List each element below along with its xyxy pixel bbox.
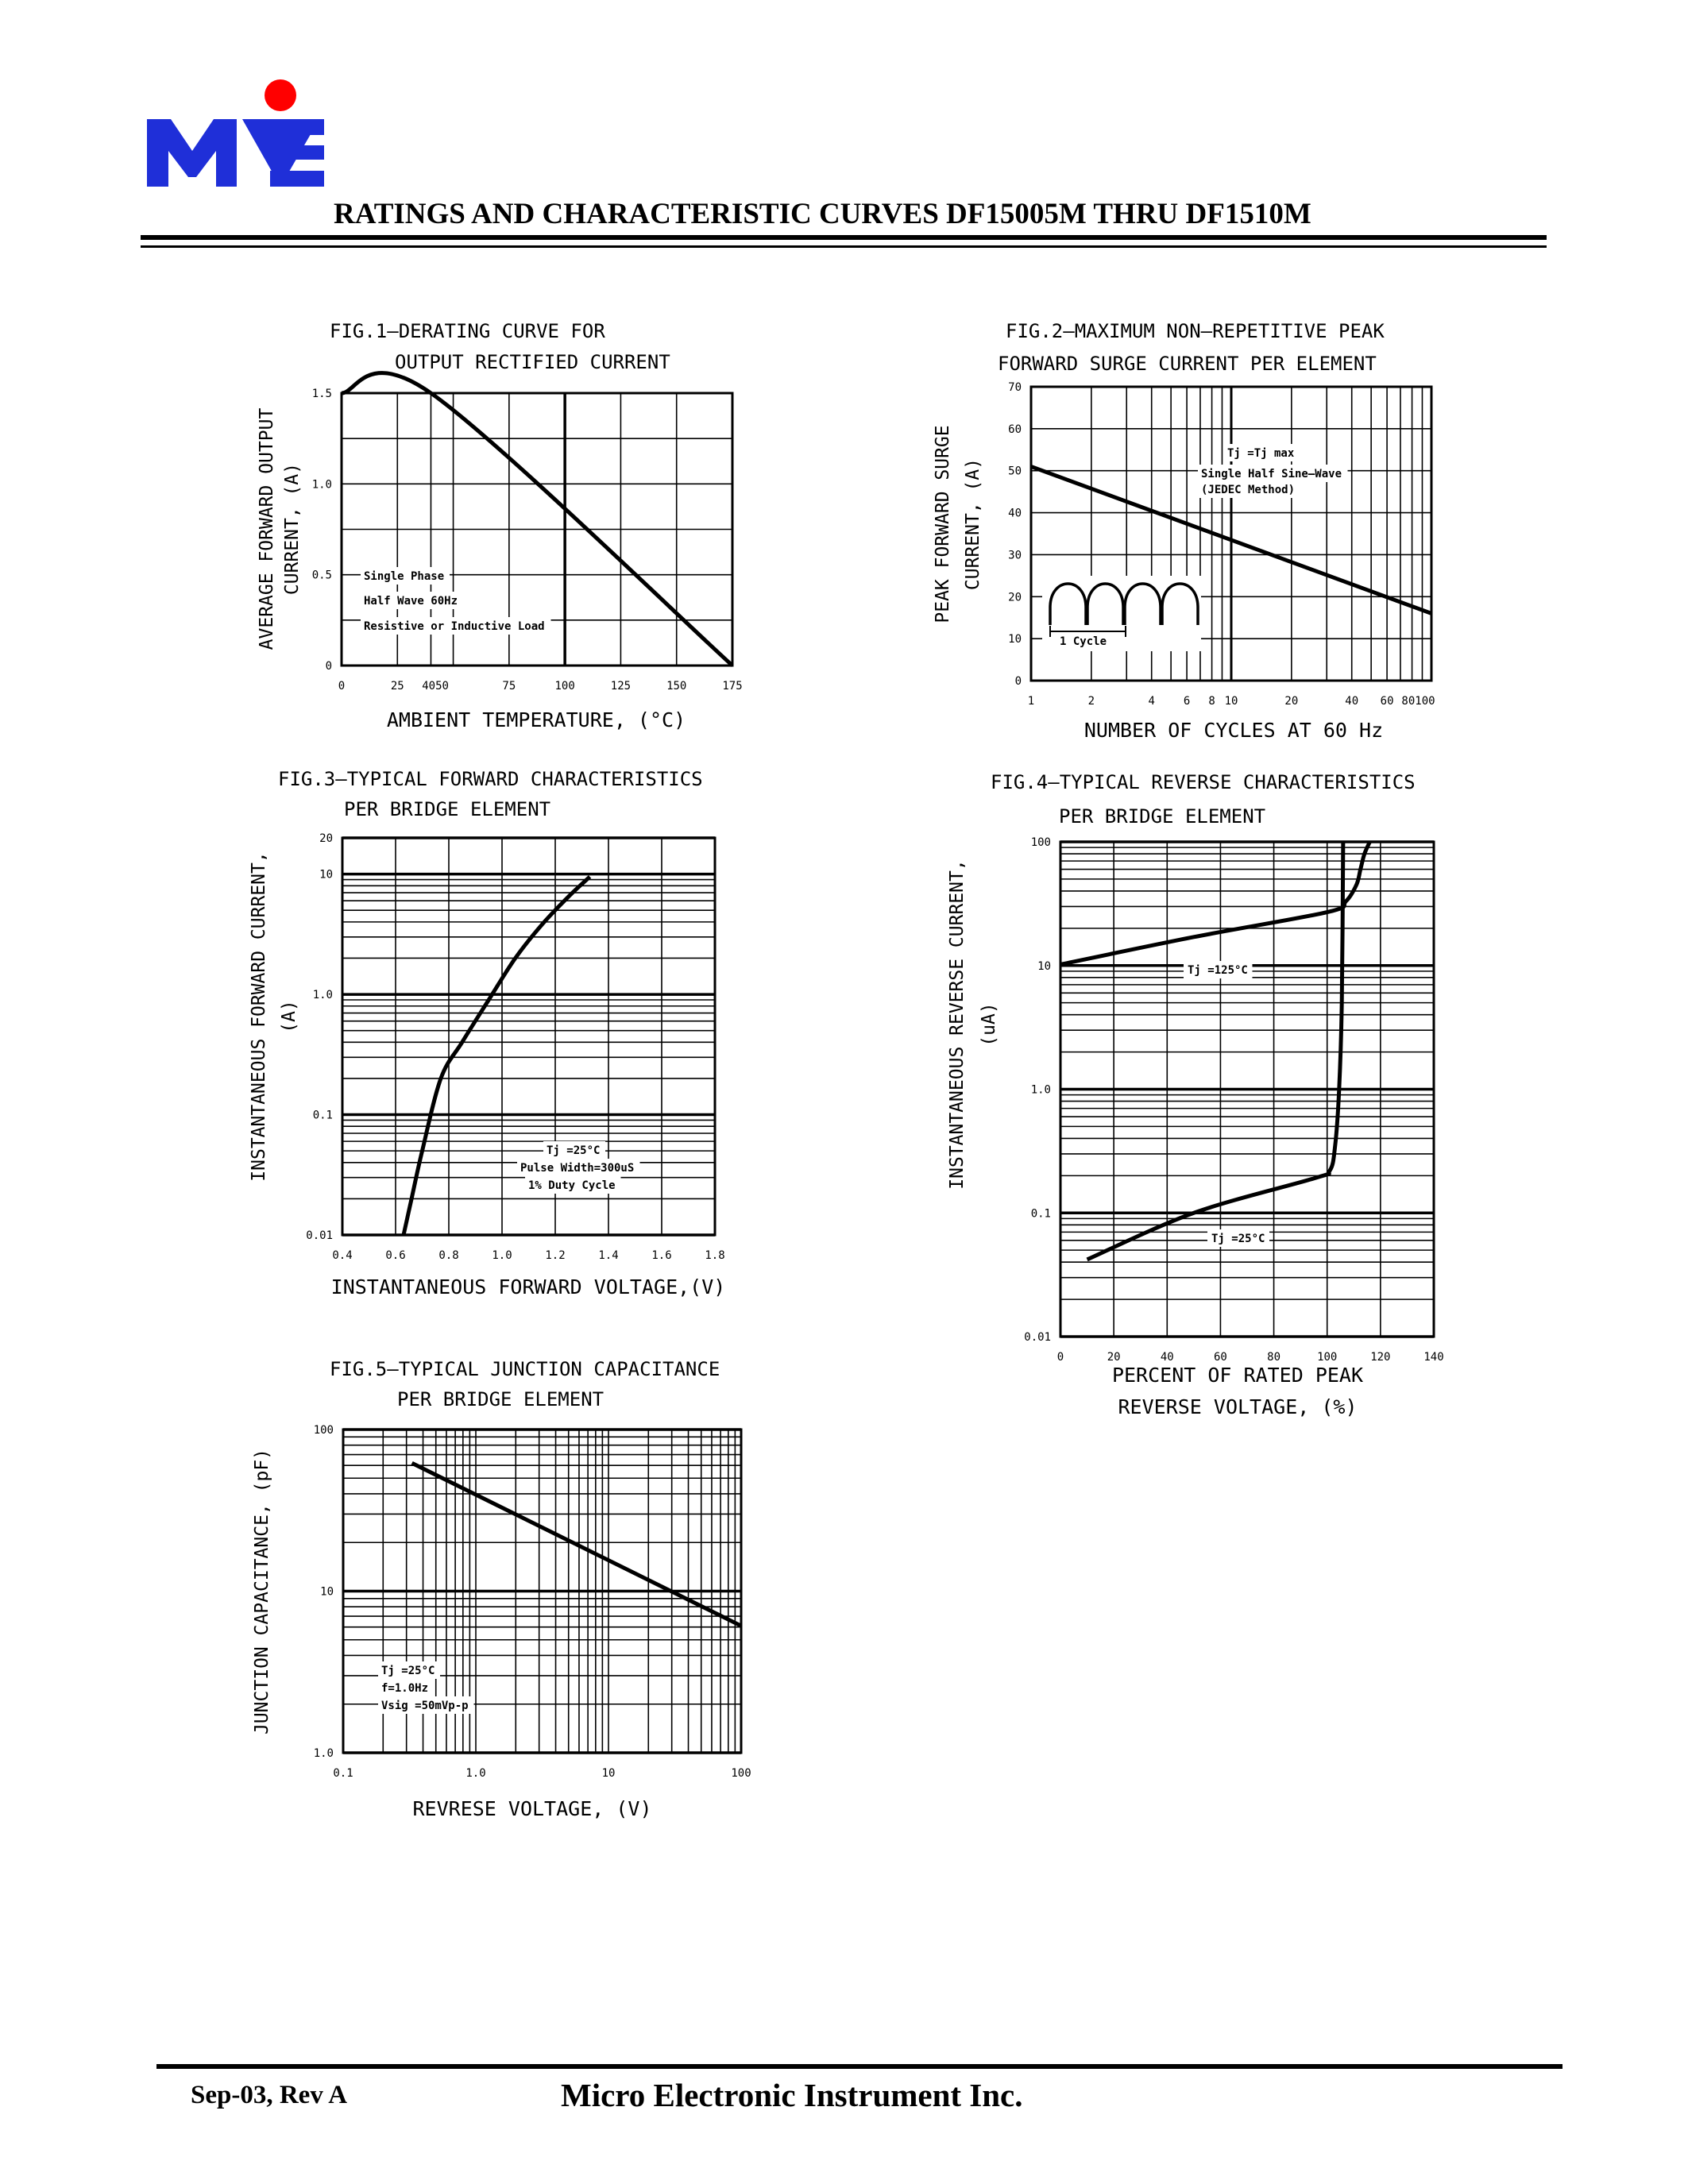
footer-company: Micro Electronic Instrument Inc. — [561, 2077, 1023, 2113]
x-tick-label: 8 — [1208, 695, 1215, 708]
series-label: Tj =25°C — [1211, 1233, 1265, 1245]
x-tick-label: 120 — [1370, 1351, 1391, 1364]
y-tick-label: 20 — [319, 832, 333, 845]
annotation-text: Single Half Sine—Wave — [1201, 468, 1342, 480]
chart-title: FIG.2—MAXIMUM NON—REPETITIVE PEAK — [1006, 320, 1385, 342]
x-tick-label: 100 — [1317, 1351, 1338, 1364]
y-tick-label: 1.0 — [312, 989, 333, 1002]
y-axis-label: (uA) — [979, 1002, 999, 1047]
y-axis-label: AVERAGE FORWARD OUTPUT — [257, 407, 277, 650]
y-axis-label: INSTANTANEOUS FORWARD CURRENT, — [249, 851, 269, 1182]
y-tick-label: 0 — [325, 660, 332, 673]
x-axis-label: AMBIENT TEMPERATURE, (°C) — [386, 708, 686, 731]
x-tick-label: 0.1 — [333, 1767, 353, 1780]
series-line — [1087, 842, 1343, 1260]
footer-rule — [156, 2064, 1562, 2069]
fig4-chart — [947, 771, 1444, 1418]
y-tick-label: 70 — [1008, 381, 1022, 394]
y-tick-label: 50 — [1008, 465, 1022, 478]
annotation-text: f=1.0Hz — [381, 1682, 429, 1695]
y-axis-label: CURRENT, (A) — [282, 462, 303, 596]
x-tick-label: 4 — [1148, 695, 1155, 708]
annotation-text: Tj =Tj max — [1227, 447, 1295, 460]
x-tick-label: 60 — [1213, 1351, 1227, 1364]
y-tick-label: 0.5 — [311, 569, 332, 582]
fig2-chart — [933, 320, 1435, 742]
x-tick-label: 1.8 — [705, 1249, 725, 1262]
chart-title: PER BRIDGE ELEMENT — [344, 798, 551, 820]
x-tick-label: 1 — [1027, 695, 1035, 708]
chart-title: PER BRIDGE ELEMENT — [1059, 805, 1266, 828]
y-tick-label: 1.0 — [1030, 1083, 1051, 1097]
chart-title: OUTPUT RECTIFIED CURRENT — [395, 351, 670, 373]
annotation-text: 1% Duty Cycle — [528, 1179, 616, 1192]
annotation-text: Half Wave 60Hz — [364, 595, 458, 608]
chart-title: FIG.1—DERATING CURVE FOR — [330, 320, 605, 342]
x-tick-label: 60 — [1380, 695, 1394, 708]
chart-title: FIG.4—TYPICAL REVERSE CHARACTERISTICS — [991, 771, 1416, 793]
y-tick-label: 0.1 — [312, 1109, 333, 1122]
y-tick-label: 100 — [313, 1424, 334, 1437]
page-title: RATINGS AND CHARACTERISTIC CURVES DF15005M THRU DF1510M — [334, 198, 1311, 230]
x-tick-label: 40 — [1160, 1351, 1174, 1364]
chart-title: PER BRIDGE ELEMENT — [397, 1388, 605, 1410]
fig3-chart — [249, 768, 725, 1298]
x-tick-label: 6 — [1183, 695, 1191, 708]
y-tick-label: 30 — [1008, 549, 1022, 562]
x-tick-label: 150 — [666, 680, 687, 693]
y-tick-label: 0 — [1014, 675, 1022, 688]
x-tick-label: 10 — [601, 1767, 616, 1780]
x-tick-label: 100 — [731, 1767, 751, 1780]
x-tick-label: 1.0 — [492, 1249, 512, 1262]
annotation-text: Resistive or Inductive Load — [364, 620, 545, 633]
annotation-text: Tj =25°C — [381, 1665, 435, 1677]
x-tick-label: 20 — [1284, 695, 1299, 708]
y-tick-label: 60 — [1008, 423, 1022, 436]
y-tick-label: 0.01 — [1024, 1331, 1051, 1344]
fig1-chart — [257, 320, 743, 731]
y-tick-label: 100 — [1030, 836, 1051, 849]
y-tick-label: 10 — [319, 868, 333, 882]
chart-title: FORWARD SURGE CURRENT PER ELEMENT — [998, 353, 1377, 375]
x-tick-label: 25 — [390, 680, 404, 693]
y-tick-label: 40 — [1008, 507, 1022, 520]
y-tick-label: 1.0 — [313, 1747, 334, 1760]
x-tick-label: 10 — [1224, 695, 1238, 708]
x-axis-label: REVERSE VOLTAGE, (%) — [1118, 1395, 1358, 1418]
x-tick-label: 1.2 — [545, 1249, 566, 1262]
x-tick-label: 1.6 — [651, 1249, 672, 1262]
annotation-text: Pulse Width=300uS — [520, 1162, 635, 1175]
x-tick-label: 4050 — [422, 680, 449, 693]
annotation-text: Single Phase — [364, 570, 445, 583]
annotation-text: Vsig =50mVp-p — [381, 1700, 469, 1712]
x-tick-label: 1.4 — [598, 1249, 619, 1262]
y-axis-label: PEAK FORWARD SURGE — [933, 425, 953, 623]
series-label: Tj =125°C — [1188, 964, 1248, 977]
x-tick-label: 140 — [1423, 1351, 1444, 1364]
chart-title: FIG.3—TYPICAL FORWARD CHARACTERISTICS — [278, 768, 703, 790]
y-tick-label: 0.1 — [1030, 1207, 1051, 1221]
x-tick-label: 175 — [722, 680, 743, 693]
x-axis-label: PERCENT OF RATED PEAK — [1111, 1364, 1364, 1387]
x-tick-label: 2 — [1087, 695, 1095, 708]
x-tick-label: 80 — [1267, 1351, 1281, 1364]
y-axis-label: JUNCTION CAPACITANCE, (pF) — [252, 1448, 272, 1735]
fig5-chart — [252, 1358, 751, 1820]
x-axis-label: INSTANTANEOUS FORWARD VOLTAGE,(V) — [330, 1275, 726, 1298]
x-tick-label: 100 — [554, 680, 575, 693]
y-tick-label: 1.0 — [311, 478, 332, 492]
x-tick-label: 1.0 — [465, 1767, 486, 1780]
x-axis-label: NUMBER OF CYCLES AT 60 Hz — [1083, 719, 1384, 742]
series-line — [412, 1463, 741, 1626]
y-tick-label: 1.5 — [311, 388, 332, 400]
y-tick-label: 0.01 — [306, 1229, 333, 1242]
cycle-label: 1 Cycle — [1060, 635, 1107, 648]
annotation-text: Tj =25°C — [547, 1144, 601, 1157]
y-tick-label: 10 — [320, 1585, 334, 1599]
series-line — [1060, 842, 1369, 964]
chart-title: FIG.5—TYPICAL JUNCTION CAPACITANCE — [330, 1358, 720, 1380]
annotation-text: (JEDEC Method) — [1201, 484, 1296, 496]
y-tick-label: 10 — [1008, 633, 1022, 646]
x-tick-label: 40 — [1345, 695, 1359, 708]
footer-revision: Sep-03, Rev A — [191, 2081, 348, 2109]
x-tick-label: 75 — [502, 680, 516, 693]
x-tick-label: 0 — [1056, 1351, 1064, 1364]
y-axis-label: INSTANTANEOUS REVERSE CURRENT, — [947, 859, 968, 1190]
x-tick-label: 125 — [610, 680, 632, 693]
x-tick-label: 0.4 — [332, 1249, 353, 1262]
x-tick-label: 0.6 — [385, 1249, 406, 1262]
x-tick-label: 80100 — [1401, 695, 1435, 708]
y-axis-label: CURRENT, (A) — [963, 457, 983, 591]
x-tick-label: 0 — [338, 680, 346, 693]
y-tick-label: 20 — [1008, 591, 1022, 604]
y-axis-label: (A) — [279, 1000, 299, 1033]
x-axis-label: REVRESE VOLTAGE, (V) — [412, 1797, 652, 1820]
x-tick-label: 20 — [1107, 1351, 1121, 1364]
x-tick-label: 0.8 — [438, 1249, 459, 1262]
y-tick-label: 10 — [1037, 959, 1051, 973]
sine-wave-inset — [1042, 576, 1201, 651]
